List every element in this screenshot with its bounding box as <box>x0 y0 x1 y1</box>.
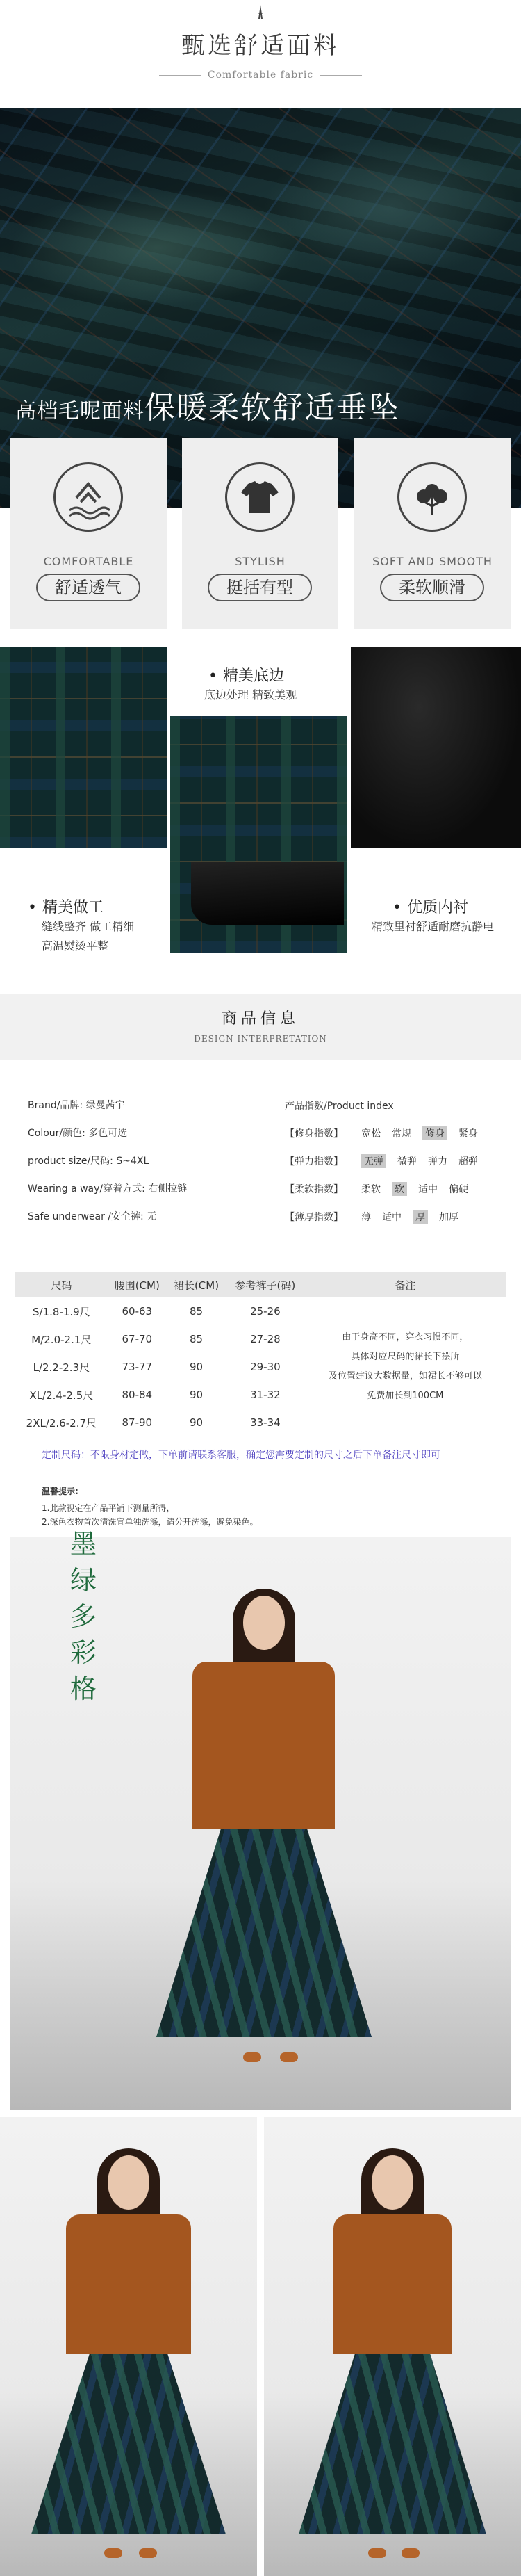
size-cell: M/2.0-2.1尺 <box>31 1333 92 1346</box>
craft-desc-2: 高温熨烫平整 <box>42 939 109 953</box>
table-row <box>15 1297 506 1325</box>
product-index-header: 产品指数/Product index <box>285 1101 394 1112</box>
attr-row <box>28 1126 187 1154</box>
warm-tips <box>42 1484 258 1529</box>
size-table-header <box>15 1272 506 1297</box>
size-cell: 29-30 <box>250 1361 281 1373</box>
size-cell: 2XL/2.6-2.7尺 <box>26 1416 97 1429</box>
index-option: 柔软 <box>361 1184 381 1195</box>
size-cell: 60-63 <box>122 1305 153 1318</box>
size-cell: 27-28 <box>250 1333 281 1345</box>
attr-value: 绿曼茜宇 <box>85 1100 125 1111</box>
breathable-icon <box>53 462 123 532</box>
size-note-line: 及位置建议大数据量，如裙长不够可以 <box>328 1371 482 1382</box>
product-info-title: 商品信息 <box>221 1010 299 1028</box>
fabric-title: 甄选舒适面料 <box>181 32 340 60</box>
attr-row <box>28 1182 187 1210</box>
size-cell: 87-90 <box>122 1416 153 1429</box>
size-note <box>305 1297 506 1436</box>
index-option: 宽松 <box>361 1128 381 1140</box>
hem-desc: 底边处理 精致美观 <box>204 688 297 702</box>
hero-caption-big: 保暖柔软舒适垂坠 <box>144 390 400 426</box>
size-col-header: 参考裤子(码) <box>226 1272 305 1297</box>
index-key: 【修身指数】 <box>285 1128 343 1140</box>
model-shoe <box>243 2052 261 2062</box>
model-skirt <box>31 2354 226 2534</box>
attr-value: 右侧拉链 <box>148 1183 188 1194</box>
feature-card-stylish <box>182 438 338 629</box>
size-cell: 85 <box>189 1305 204 1318</box>
index-option-selected: 软 <box>392 1182 407 1196</box>
size-cell: 33-34 <box>250 1416 281 1429</box>
index-key: 【柔软指数】 <box>285 1184 343 1195</box>
attr-row <box>28 1210 187 1238</box>
custom-size-note: 定制尺码：不限身材定做，下单前请联系客服，确定您需要定制的尺寸之后下单备注尺寸即可 <box>42 1450 440 1461</box>
hero-caption-small: 高档毛呢面料 <box>15 399 144 423</box>
size-cell: XL/2.4-2.5尺 <box>29 1388 94 1402</box>
index-option: 适中 <box>418 1184 438 1195</box>
size-note-line: 具体对应尺码的裙长下摆所 <box>351 1352 460 1362</box>
model-top <box>66 2214 191 2354</box>
size-cell: 80-84 <box>122 1388 153 1401</box>
attr-label: product size/尺码: <box>28 1156 113 1167</box>
attr-value: 多色可选 <box>88 1128 128 1139</box>
size-cell: 90 <box>189 1361 204 1373</box>
color-name <box>63 1526 104 1707</box>
model-head <box>108 2155 149 2210</box>
size-cell: 90 <box>189 1416 204 1429</box>
eiffel-tower-icon <box>252 4 269 19</box>
color-name-text: 墨绿多彩格 <box>69 1529 97 1704</box>
hem-title: • 精美底边 <box>208 664 297 686</box>
product-index <box>285 1099 489 1238</box>
size-cell: 73-77 <box>122 1361 153 1373</box>
model-shoe <box>280 2052 298 2062</box>
craft-desc-1: 缝线整齐 做工精细 <box>42 920 135 933</box>
index-option: 紧身 <box>458 1128 478 1140</box>
feature-cn: 柔软顺滑 <box>380 574 484 601</box>
feature-en: SOFT AND SMOOTH <box>372 555 493 568</box>
lining-label <box>372 896 495 937</box>
size-note-line: 由于身高不同，穿衣习惯不同， <box>342 1332 469 1343</box>
model-shoe <box>368 2548 386 2558</box>
model-skirt <box>299 2354 486 2534</box>
detail-photo-craft <box>0 647 167 848</box>
attr-label: Colour/颜色: <box>28 1128 85 1139</box>
product-info-subtitle: DESIGN INTERPRETATION <box>194 1034 327 1044</box>
detail-photo-hem <box>170 716 347 953</box>
detail-photo-lining <box>351 647 521 848</box>
index-row-elastic <box>285 1154 489 1182</box>
index-option-selected: 修身 <box>422 1126 447 1140</box>
index-option: 适中 <box>382 1212 402 1223</box>
attr-value: S~4XL <box>116 1156 149 1167</box>
model-top <box>333 2214 452 2354</box>
index-option: 薄 <box>361 1212 371 1223</box>
product-info-header <box>0 994 521 1060</box>
craft-label <box>28 896 134 956</box>
size-cell: 31-32 <box>250 1388 281 1401</box>
size-col-header: 腰围(CM) <box>108 1272 167 1297</box>
model-head <box>243 1596 285 1650</box>
attr-value: 无 <box>147 1211 157 1222</box>
index-row-thickness <box>285 1210 489 1238</box>
attr-row <box>28 1154 187 1182</box>
cotton-flower-icon <box>397 462 467 532</box>
index-key: 【弹力指数】 <box>285 1156 343 1167</box>
feature-cn: 挺括有型 <box>208 574 312 601</box>
feature-card-comfortable <box>10 438 167 629</box>
feature-cn: 舒适透气 <box>36 574 140 601</box>
index-option-selected: 厚 <box>413 1210 428 1224</box>
model-head <box>372 2155 413 2210</box>
size-cell: S/1.8-1.9尺 <box>32 1305 90 1318</box>
model-shoe <box>402 2548 420 2558</box>
size-cell: 67-70 <box>122 1333 153 1345</box>
index-option: 弹力 <box>428 1156 447 1167</box>
size-col-header: 尺码 <box>15 1272 108 1297</box>
model-photo-side <box>0 2117 257 2576</box>
hem-label <box>204 664 297 705</box>
warm-tips-title: 温馨提示: <box>42 1487 78 1496</box>
size-cell: 90 <box>189 1388 204 1401</box>
size-col-header: 备注 <box>305 1272 506 1297</box>
product-attributes <box>28 1099 187 1238</box>
index-row-softness <box>285 1182 489 1210</box>
tshirt-icon <box>225 462 295 532</box>
size-table <box>15 1272 506 1436</box>
fabric-section-header <box>0 0 521 104</box>
lining-desc: 精致里衬舒适耐磨抗静电 <box>372 920 495 933</box>
lining-title: • 优质内衬 <box>392 896 494 917</box>
index-option-selected: 无弹 <box>361 1154 386 1168</box>
craft-title: • 精美做工 <box>28 896 134 917</box>
attr-label: Wearing a way/穿着方式: <box>28 1183 145 1194</box>
feature-card-soft <box>354 438 511 629</box>
feature-en: STYLISH <box>235 555 286 568</box>
model-shoe <box>104 2548 122 2558</box>
model-photo-back <box>264 2117 521 2576</box>
index-option: 偏硬 <box>449 1184 468 1195</box>
warm-tips-line: 2.深色衣物首次清洗宜单独洗涤，请分开洗涤，避免染色。 <box>42 1517 258 1527</box>
warm-tips-line: 1.此款视定在产品平铺下测量所得， <box>42 1503 175 1513</box>
index-option: 常规 <box>392 1128 411 1140</box>
size-cell: 85 <box>189 1333 204 1345</box>
model-skirt <box>156 1829 372 2037</box>
size-note-line: 免费加长到100CM <box>367 1391 444 1401</box>
index-option: 超弹 <box>458 1156 478 1167</box>
index-option: 微弹 <box>397 1156 417 1167</box>
index-key: 【薄厚指数】 <box>285 1212 343 1223</box>
index-option: 加厚 <box>439 1212 458 1223</box>
model-shoe <box>139 2548 157 2558</box>
size-col-header: 裙长(CM) <box>167 1272 226 1297</box>
fabric-subtitle: Comfortable fabric <box>0 70 521 81</box>
attr-row <box>28 1099 187 1126</box>
size-cell: L/2.2-2.3尺 <box>33 1361 90 1374</box>
attr-label: Safe underwear /安全裤: <box>28 1211 144 1222</box>
model-top <box>192 1662 335 1829</box>
attr-label: Brand/品牌: <box>28 1100 83 1111</box>
index-row-fit <box>285 1126 489 1154</box>
size-cell: 25-26 <box>250 1305 281 1318</box>
feature-en: COMFORTABLE <box>43 555 134 568</box>
hero-caption <box>15 382 400 427</box>
